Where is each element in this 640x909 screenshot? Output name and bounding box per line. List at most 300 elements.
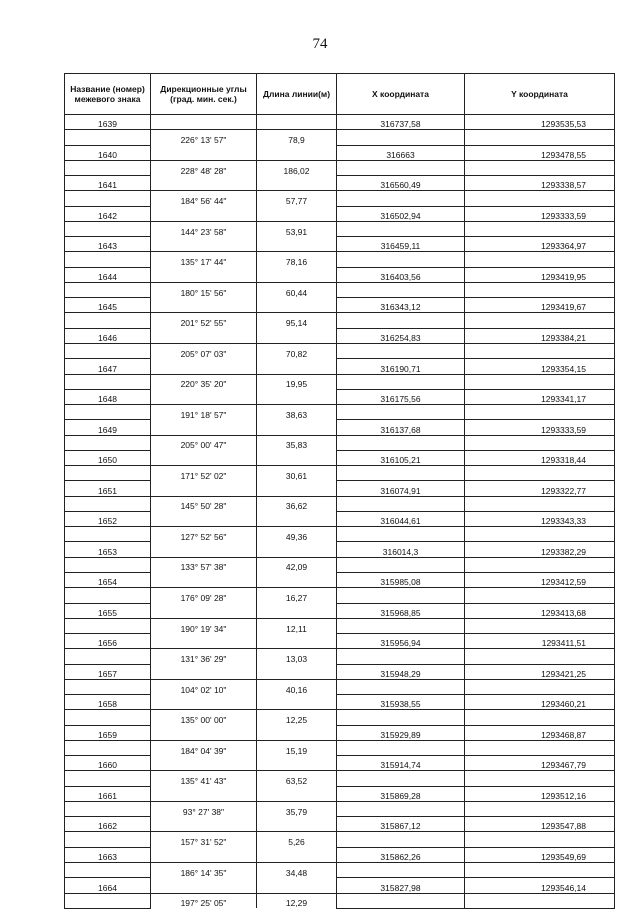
- y-coordinate-cell: 1293535,53: [465, 115, 615, 130]
- empty-x-cell: [337, 221, 465, 236]
- y-coordinate-cell: 1293468,87: [465, 725, 615, 740]
- direction-angle-cell: 171° 52' 02": [151, 466, 257, 481]
- x-coordinate-cell: 315914,74: [337, 756, 465, 771]
- x-coordinate-cell: 316502,94: [337, 206, 465, 221]
- table-row: [65, 511, 615, 526]
- empty-x-cell: [337, 527, 465, 542]
- line-length-cell: 19,95: [257, 374, 337, 389]
- line-length-cell: 5,26: [257, 832, 337, 847]
- empty-y-cell: [465, 435, 615, 450]
- x-coordinate-cell: 316254,83: [337, 328, 465, 343]
- empty-y-cell: [465, 740, 615, 755]
- empty-length-cell: [257, 695, 337, 710]
- x-coordinate-cell: 316560,49: [337, 176, 465, 191]
- table-row: [65, 725, 615, 740]
- direction-angle-cell: 184° 04' 39": [151, 740, 257, 755]
- direction-angle-cell: 191° 18' 57": [151, 405, 257, 420]
- empty-length-cell: [257, 420, 337, 435]
- empty-length-cell: [257, 450, 337, 465]
- table-row: [65, 435, 615, 450]
- table-row: [65, 801, 615, 816]
- empty-length-cell: [257, 359, 337, 374]
- empty-x-cell: [337, 313, 465, 328]
- y-coordinate-cell: 1293318,44: [465, 450, 615, 465]
- direction-angle-cell: 184° 56' 44": [151, 191, 257, 206]
- empty-y-cell: [465, 588, 615, 603]
- empty-length-cell: [257, 786, 337, 801]
- x-coordinate-cell: 316175,56: [337, 389, 465, 404]
- point-name-cell: 1659: [65, 725, 151, 740]
- table-row: [65, 405, 615, 420]
- table-row: [65, 206, 615, 221]
- empty-length-cell: [257, 481, 337, 496]
- table-row: [65, 557, 615, 572]
- point-name-cell: 1664: [65, 878, 151, 893]
- empty-name-cell: [65, 405, 151, 420]
- point-name-cell: 1649: [65, 420, 151, 435]
- header-angle: Дирекционные углы (град. мин. сек.): [151, 74, 257, 115]
- empty-angle-cell: [151, 145, 257, 160]
- table-row: [65, 496, 615, 511]
- table-row: [65, 817, 615, 832]
- point-name-cell: 1656: [65, 634, 151, 649]
- empty-x-cell: [337, 863, 465, 878]
- y-coordinate-cell: 1293546,14: [465, 878, 615, 893]
- x-coordinate-cell: 316737,58: [337, 115, 465, 130]
- x-coordinate-cell: 316137,68: [337, 420, 465, 435]
- empty-length-cell: [257, 847, 337, 862]
- empty-y-cell: [465, 374, 615, 389]
- table-row: [65, 878, 615, 893]
- line-length-cell: 63,52: [257, 771, 337, 786]
- direction-angle-cell: 145° 50' 28": [151, 496, 257, 511]
- empty-length-cell: [257, 817, 337, 832]
- line-length-cell: 12,11: [257, 618, 337, 633]
- empty-x-cell: [337, 771, 465, 786]
- empty-angle-cell: [151, 420, 257, 435]
- empty-angle-cell: [151, 756, 257, 771]
- direction-angle-cell: 220° 35' 20": [151, 374, 257, 389]
- table-row: [65, 115, 615, 130]
- direction-angle-cell: 205° 07' 03": [151, 343, 257, 358]
- table-row: [65, 542, 615, 557]
- table-row: [65, 756, 615, 771]
- direction-angle-cell: 131° 36' 29": [151, 649, 257, 664]
- empty-length-cell: [257, 725, 337, 740]
- boundary-coordinates-table-wrapper: [64, 73, 614, 909]
- empty-name-cell: [65, 588, 151, 603]
- line-length-cell: 12,29: [257, 893, 337, 908]
- x-coordinate-cell: 315827,98: [337, 878, 465, 893]
- table-row: [65, 679, 615, 694]
- empty-name-cell: [65, 618, 151, 633]
- table-body: [65, 115, 615, 909]
- table-row: [65, 191, 615, 206]
- empty-x-cell: [337, 282, 465, 297]
- point-name-cell: 1653: [65, 542, 151, 557]
- empty-name-cell: [65, 252, 151, 267]
- empty-name-cell: [65, 435, 151, 450]
- empty-length-cell: [257, 206, 337, 221]
- empty-x-cell: [337, 649, 465, 664]
- table-row: [65, 710, 615, 725]
- table-row: [65, 282, 615, 297]
- page-number: 74: [312, 36, 328, 52]
- empty-angle-cell: [151, 542, 257, 557]
- direction-angle-cell: 135° 17' 44": [151, 252, 257, 267]
- empty-angle-cell: [151, 206, 257, 221]
- table-row: [65, 740, 615, 755]
- empty-y-cell: [465, 893, 615, 908]
- empty-length-cell: [257, 542, 337, 557]
- header-row: [65, 74, 615, 115]
- empty-angle-cell: [151, 572, 257, 587]
- empty-length-cell: [257, 664, 337, 679]
- table-row: [65, 267, 615, 282]
- y-coordinate-cell: 1293549,69: [465, 847, 615, 862]
- empty-y-cell: [465, 466, 615, 481]
- empty-angle-cell: [151, 298, 257, 313]
- line-length-cell: 36,62: [257, 496, 337, 511]
- empty-angle-cell: [151, 634, 257, 649]
- table-row: [65, 771, 615, 786]
- point-name-cell: 1642: [65, 206, 151, 221]
- direction-angle-cell: 144° 23' 58": [151, 221, 257, 236]
- table-row: [65, 313, 615, 328]
- x-coordinate-cell: 315948,29: [337, 664, 465, 679]
- empty-angle-cell: [151, 328, 257, 343]
- empty-angle-cell: [151, 664, 257, 679]
- empty-length-cell: [257, 756, 337, 771]
- line-length-cell: 35,83: [257, 435, 337, 450]
- table-row: [65, 832, 615, 847]
- empty-y-cell: [465, 221, 615, 236]
- y-coordinate-cell: 1293343,33: [465, 511, 615, 526]
- line-length-cell: 40,16: [257, 679, 337, 694]
- header-name: Название (номер) межевого знака: [65, 74, 151, 115]
- empty-y-cell: [465, 496, 615, 511]
- empty-name-cell: [65, 466, 151, 481]
- empty-length-cell: [257, 603, 337, 618]
- empty-angle-cell: [151, 450, 257, 465]
- point-name-cell: 1660: [65, 756, 151, 771]
- point-name-cell: 1639: [65, 115, 151, 130]
- empty-x-cell: [337, 252, 465, 267]
- line-length-cell: 60,44: [257, 282, 337, 297]
- x-coordinate-cell: 315929,89: [337, 725, 465, 740]
- empty-y-cell: [465, 832, 615, 847]
- x-coordinate-cell: 315869,28: [337, 786, 465, 801]
- x-coordinate-cell: 316074,91: [337, 481, 465, 496]
- empty-x-cell: [337, 679, 465, 694]
- point-name-cell: 1663: [65, 847, 151, 862]
- point-name-cell: 1658: [65, 695, 151, 710]
- empty-name-cell: [65, 771, 151, 786]
- empty-name-cell: [65, 557, 151, 572]
- empty-length-cell: [257, 511, 337, 526]
- empty-angle-cell: [151, 511, 257, 526]
- empty-x-cell: [337, 466, 465, 481]
- y-coordinate-cell: 1293478,55: [465, 145, 615, 160]
- point-name-cell: 1655: [65, 603, 151, 618]
- line-length-cell: 34,48: [257, 863, 337, 878]
- y-coordinate-cell: 1293384,21: [465, 328, 615, 343]
- y-coordinate-cell: 1293341,17: [465, 389, 615, 404]
- empty-y-cell: [465, 252, 615, 267]
- empty-y-cell: [465, 801, 615, 816]
- table-row: [65, 359, 615, 374]
- direction-angle-cell: 157° 31' 52": [151, 832, 257, 847]
- empty-angle-cell: [151, 786, 257, 801]
- empty-y-cell: [465, 130, 615, 145]
- line-length-cell: 35,79: [257, 801, 337, 816]
- x-coordinate-cell: 315938,55: [337, 695, 465, 710]
- x-coordinate-cell: 315862,26: [337, 847, 465, 862]
- direction-angle-cell: 226° 13' 57": [151, 130, 257, 145]
- line-length-cell: 30,61: [257, 466, 337, 481]
- table-row: [65, 603, 615, 618]
- y-coordinate-cell: 1293382,29: [465, 542, 615, 557]
- empty-angle-cell: [151, 176, 257, 191]
- empty-angle-cell: [151, 359, 257, 374]
- empty-angle-cell: [151, 847, 257, 862]
- line-length-cell: 70,82: [257, 343, 337, 358]
- x-coordinate-cell: 316044,61: [337, 511, 465, 526]
- table-row: [65, 466, 615, 481]
- table-row: [65, 572, 615, 587]
- empty-length-cell: [257, 634, 337, 649]
- x-coordinate-cell: 316403,56: [337, 267, 465, 282]
- line-length-cell: 95,14: [257, 313, 337, 328]
- x-coordinate-cell: 315956,94: [337, 634, 465, 649]
- table-row: [65, 145, 615, 160]
- empty-x-cell: [337, 435, 465, 450]
- empty-length-cell: [257, 145, 337, 160]
- direction-angle-cell: 133° 57' 38": [151, 557, 257, 572]
- empty-x-cell: [337, 893, 465, 908]
- empty-angle-cell: [151, 115, 257, 130]
- table-row: [65, 130, 615, 145]
- header-length: Длина линии(м): [257, 74, 337, 115]
- direction-angle-cell: 176° 09' 28": [151, 588, 257, 603]
- line-length-cell: 13,03: [257, 649, 337, 664]
- table-row: [65, 237, 615, 252]
- line-length-cell: 78,9: [257, 130, 337, 145]
- table-row: [65, 863, 615, 878]
- empty-name-cell: [65, 893, 151, 908]
- table-row: [65, 298, 615, 313]
- y-coordinate-cell: 1293413,68: [465, 603, 615, 618]
- empty-x-cell: [337, 405, 465, 420]
- line-length-cell: 78,16: [257, 252, 337, 267]
- empty-angle-cell: [151, 237, 257, 252]
- empty-name-cell: [65, 496, 151, 511]
- empty-name-cell: [65, 679, 151, 694]
- y-coordinate-cell: 1293411,51: [465, 634, 615, 649]
- empty-y-cell: [465, 710, 615, 725]
- empty-x-cell: [337, 160, 465, 175]
- header-y: Y координата: [465, 74, 615, 115]
- table-row: [65, 420, 615, 435]
- table-row: [65, 176, 615, 191]
- empty-name-cell: [65, 863, 151, 878]
- empty-y-cell: [465, 771, 615, 786]
- point-name-cell: 1646: [65, 328, 151, 343]
- direction-angle-cell: 127° 52' 56": [151, 527, 257, 542]
- direction-angle-cell: 180° 15' 56": [151, 282, 257, 297]
- empty-name-cell: [65, 832, 151, 847]
- y-coordinate-cell: 1293467,79: [465, 756, 615, 771]
- direction-angle-cell: 135° 00' 00": [151, 710, 257, 725]
- x-coordinate-cell: 316459,11: [337, 237, 465, 252]
- empty-angle-cell: [151, 481, 257, 496]
- table-row: [65, 649, 615, 664]
- empty-x-cell: [337, 374, 465, 389]
- empty-x-cell: [337, 557, 465, 572]
- empty-angle-cell: [151, 389, 257, 404]
- x-coordinate-cell: 316105,21: [337, 450, 465, 465]
- header-x: X координата: [337, 74, 465, 115]
- line-length-cell: 38,63: [257, 405, 337, 420]
- empty-name-cell: [65, 374, 151, 389]
- y-coordinate-cell: 1293333,59: [465, 206, 615, 221]
- empty-y-cell: [465, 557, 615, 572]
- direction-angle-cell: 190° 19' 34": [151, 618, 257, 633]
- x-coordinate-cell: 316014,3: [337, 542, 465, 557]
- x-coordinate-cell: 316343,12: [337, 298, 465, 313]
- table-row: [65, 664, 615, 679]
- empty-x-cell: [337, 710, 465, 725]
- empty-length-cell: [257, 298, 337, 313]
- empty-name-cell: [65, 649, 151, 664]
- point-name-cell: 1645: [65, 298, 151, 313]
- empty-x-cell: [337, 130, 465, 145]
- line-length-cell: 12,25: [257, 710, 337, 725]
- empty-angle-cell: [151, 878, 257, 893]
- y-coordinate-cell: 1293547,88: [465, 817, 615, 832]
- table-row: [65, 252, 615, 267]
- line-length-cell: 49,36: [257, 527, 337, 542]
- x-coordinate-cell: 315968,85: [337, 603, 465, 618]
- empty-y-cell: [465, 649, 615, 664]
- direction-angle-cell: 197° 25' 05": [151, 893, 257, 908]
- table-row: [65, 343, 615, 358]
- y-coordinate-cell: 1293421,25: [465, 664, 615, 679]
- y-coordinate-cell: 1293338,57: [465, 176, 615, 191]
- empty-length-cell: [257, 878, 337, 893]
- point-name-cell: 1641: [65, 176, 151, 191]
- table-row: [65, 160, 615, 175]
- empty-length-cell: [257, 572, 337, 587]
- empty-x-cell: [337, 832, 465, 847]
- line-length-cell: 15,19: [257, 740, 337, 755]
- line-length-cell: 16,27: [257, 588, 337, 603]
- boundary-coordinates-table: [64, 73, 615, 909]
- table-row: [65, 893, 615, 908]
- empty-angle-cell: [151, 695, 257, 710]
- empty-x-cell: [337, 740, 465, 755]
- x-coordinate-cell: 316190,71: [337, 359, 465, 374]
- table-row: [65, 588, 615, 603]
- empty-y-cell: [465, 618, 615, 633]
- table-row: [65, 847, 615, 862]
- table-row: [65, 786, 615, 801]
- empty-y-cell: [465, 863, 615, 878]
- point-name-cell: 1644: [65, 267, 151, 282]
- empty-length-cell: [257, 176, 337, 191]
- y-coordinate-cell: 1293354,15: [465, 359, 615, 374]
- empty-name-cell: [65, 160, 151, 175]
- empty-name-cell: [65, 191, 151, 206]
- empty-y-cell: [465, 679, 615, 694]
- empty-name-cell: [65, 130, 151, 145]
- empty-name-cell: [65, 710, 151, 725]
- empty-angle-cell: [151, 603, 257, 618]
- y-coordinate-cell: 1293419,67: [465, 298, 615, 313]
- table-row: [65, 221, 615, 236]
- empty-angle-cell: [151, 817, 257, 832]
- empty-name-cell: [65, 221, 151, 236]
- line-length-cell: 53,91: [257, 221, 337, 236]
- point-name-cell: 1651: [65, 481, 151, 496]
- point-name-cell: 1647: [65, 359, 151, 374]
- x-coordinate-cell: 315867,12: [337, 817, 465, 832]
- empty-x-cell: [337, 343, 465, 358]
- direction-angle-cell: 228° 48' 28": [151, 160, 257, 175]
- empty-y-cell: [465, 527, 615, 542]
- line-length-cell: 57,77: [257, 191, 337, 206]
- x-coordinate-cell: 316663: [337, 145, 465, 160]
- point-name-cell: 1657: [65, 664, 151, 679]
- direction-angle-cell: 205° 00' 47": [151, 435, 257, 450]
- point-name-cell: 1643: [65, 237, 151, 252]
- point-name-cell: 1640: [65, 145, 151, 160]
- empty-length-cell: [257, 389, 337, 404]
- empty-y-cell: [465, 343, 615, 358]
- direction-angle-cell: 135° 41' 43": [151, 771, 257, 786]
- direction-angle-cell: 201° 52' 55": [151, 313, 257, 328]
- table-row: [65, 634, 615, 649]
- y-coordinate-cell: 1293322,77: [465, 481, 615, 496]
- empty-angle-cell: [151, 725, 257, 740]
- table-row: [65, 374, 615, 389]
- empty-name-cell: [65, 801, 151, 816]
- point-name-cell: 1650: [65, 450, 151, 465]
- empty-name-cell: [65, 313, 151, 328]
- point-name-cell: 1652: [65, 511, 151, 526]
- direction-angle-cell: 93° 27' 38": [151, 801, 257, 816]
- empty-x-cell: [337, 496, 465, 511]
- point-name-cell: 1661: [65, 786, 151, 801]
- empty-angle-cell: [151, 267, 257, 282]
- y-coordinate-cell: 1293333,59: [465, 420, 615, 435]
- empty-name-cell: [65, 343, 151, 358]
- table-row: [65, 450, 615, 465]
- table-row: [65, 389, 615, 404]
- empty-y-cell: [465, 282, 615, 297]
- empty-x-cell: [337, 588, 465, 603]
- x-coordinate-cell: 315985,08: [337, 572, 465, 587]
- empty-name-cell: [65, 527, 151, 542]
- y-coordinate-cell: 1293364,97: [465, 237, 615, 252]
- point-name-cell: 1648: [65, 389, 151, 404]
- table-row: [65, 328, 615, 343]
- direction-angle-cell: 104° 02' 10": [151, 679, 257, 694]
- empty-name-cell: [65, 282, 151, 297]
- empty-y-cell: [465, 191, 615, 206]
- table-row: [65, 481, 615, 496]
- empty-x-cell: [337, 618, 465, 633]
